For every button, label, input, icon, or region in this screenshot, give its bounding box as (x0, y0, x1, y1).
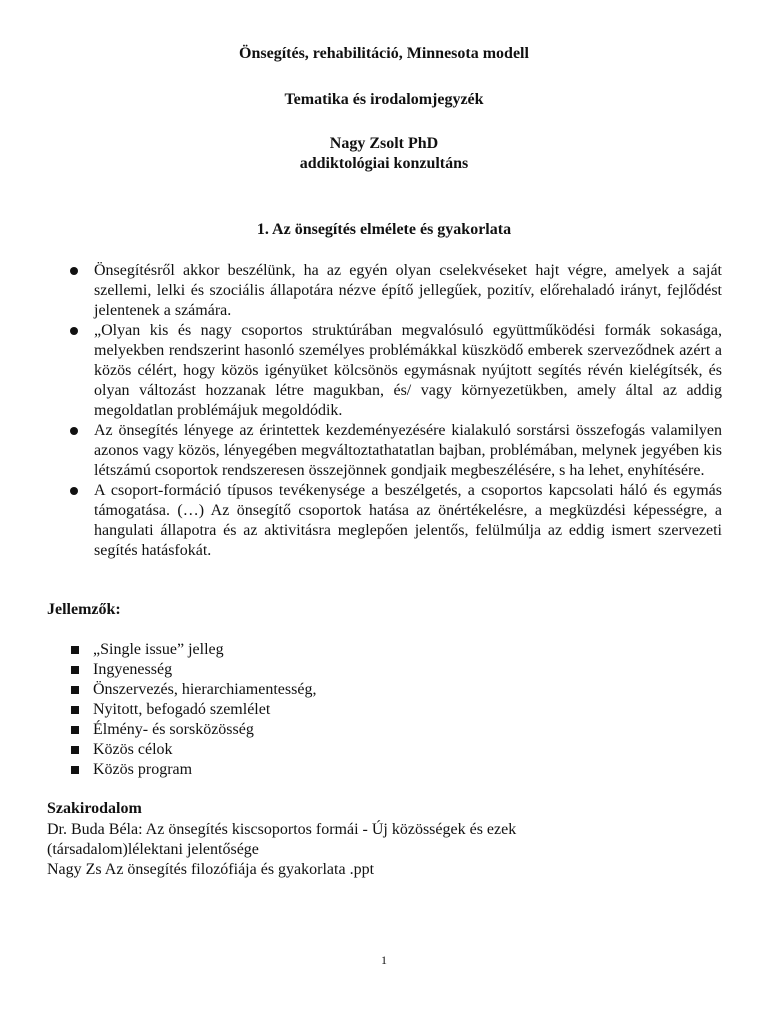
square-bullet-icon (71, 746, 79, 754)
section-heading: 1. Az önsegítés elmélete és gyakorlata (256, 221, 512, 238)
list-item (71, 660, 316, 680)
list-item (71, 680, 316, 700)
feature-text: Élmény- és sorsközösség (93, 721, 254, 738)
author-role: addiktológiai konzultáns (299, 155, 469, 172)
square-bullet-icon (71, 646, 79, 654)
feature-text: Közös célok (93, 741, 173, 758)
literature-list (47, 820, 647, 880)
bullet-dot-icon (70, 267, 78, 275)
list-item (71, 640, 316, 660)
bullet-list (70, 261, 722, 561)
list-item (70, 321, 722, 421)
document-subtitle: Tematika és irodalomjegyzék (284, 91, 484, 108)
list-item (71, 700, 316, 720)
literature-line: (társadalom)lélektani jelentősége (47, 841, 259, 858)
features-list (71, 640, 316, 780)
bullet-text: Az önsegítés lényege az érintettek kezdeményezésére kialakuló sorstársi összefogás valamilyen azonos vagy közös, lényegében megváltoztathatatlan bajban, problémában, melynek jegyében kis létszámú csoportok rendszeresen összejönnek gondjaik megbeszélésére, s ha lehet, enyhítésére. (94, 422, 722, 479)
feature-text: Nyitott, befogadó szemlélet (93, 701, 271, 718)
bullet-text: A csoport-formáció típusos tevékenysége a beszélgetés, a csoportos kapcsolati háló és egymás támogatása. (…) Az önsegítő csoportok hatása az önértékelésre, a megküzdési képességre, a hangulati állapotra és az aktivitásra meglepően jelentős, felülmúlja az eddig ismert szervezeti segítés hatásfokát. (94, 482, 722, 559)
literature-line: Dr. Buda Béla: Az önsegítés kiscsoportos formái - Új közösségek és ezek (47, 821, 517, 838)
list-item (71, 740, 316, 760)
bullet-text: „Olyan kis és nagy csoportos struktúrában megvalósuló együttműködési formák sokasága, melyekben rendszerint hasonló személyes problémákkal küszködő emberek szerveződnek azért a közös célért, hogy közös igényüket kölcsönös egymásnak nyújtott segítés révén kielégítsék, és olyan változást hozzanak létre magukban, és/ vagy környezetükben, amely által az addig megoldatlan problémájuk megoldódik. (94, 322, 722, 419)
bullet-dot-icon (70, 327, 78, 335)
literature-heading: Szakirodalom (47, 800, 142, 817)
page-number: 1 (381, 953, 387, 967)
bullet-text: Önsegítésről akkor beszélünk, ha az egyén olyan cselekvéseket hajt végre, amelyek a saját szellemi, lelki és szociális állapotára nézve építő jellegűek, pozitív, előrehaladó irányt, fejlődést jelentenek a számára. (94, 262, 722, 319)
bullet-dot-icon (70, 427, 78, 435)
feature-text: Közös program (93, 761, 193, 778)
features-heading: Jellemzők: (47, 601, 121, 618)
feature-text: „Single issue” jelleg (93, 641, 224, 658)
list-item (71, 720, 316, 740)
author-name: Nagy Zsolt PhD (329, 135, 439, 152)
square-bullet-icon (71, 666, 79, 674)
document-title: Önsegítés, rehabilitáció, Minnesota modell (239, 45, 529, 62)
list-item (71, 760, 316, 780)
list-item (70, 421, 722, 481)
bullet-dot-icon (70, 487, 78, 495)
literature-line: Nagy Zs Az önsegítés filozófiája és gyakorlata .ppt (47, 861, 375, 878)
feature-text: Ingyenesség (93, 661, 173, 678)
square-bullet-icon (71, 726, 79, 734)
list-item (70, 481, 722, 561)
feature-text: Önszervezés, hierarchiamentesség, (93, 681, 317, 698)
square-bullet-icon (71, 686, 79, 694)
square-bullet-icon (71, 766, 79, 774)
list-item (70, 261, 722, 321)
square-bullet-icon (71, 706, 79, 714)
